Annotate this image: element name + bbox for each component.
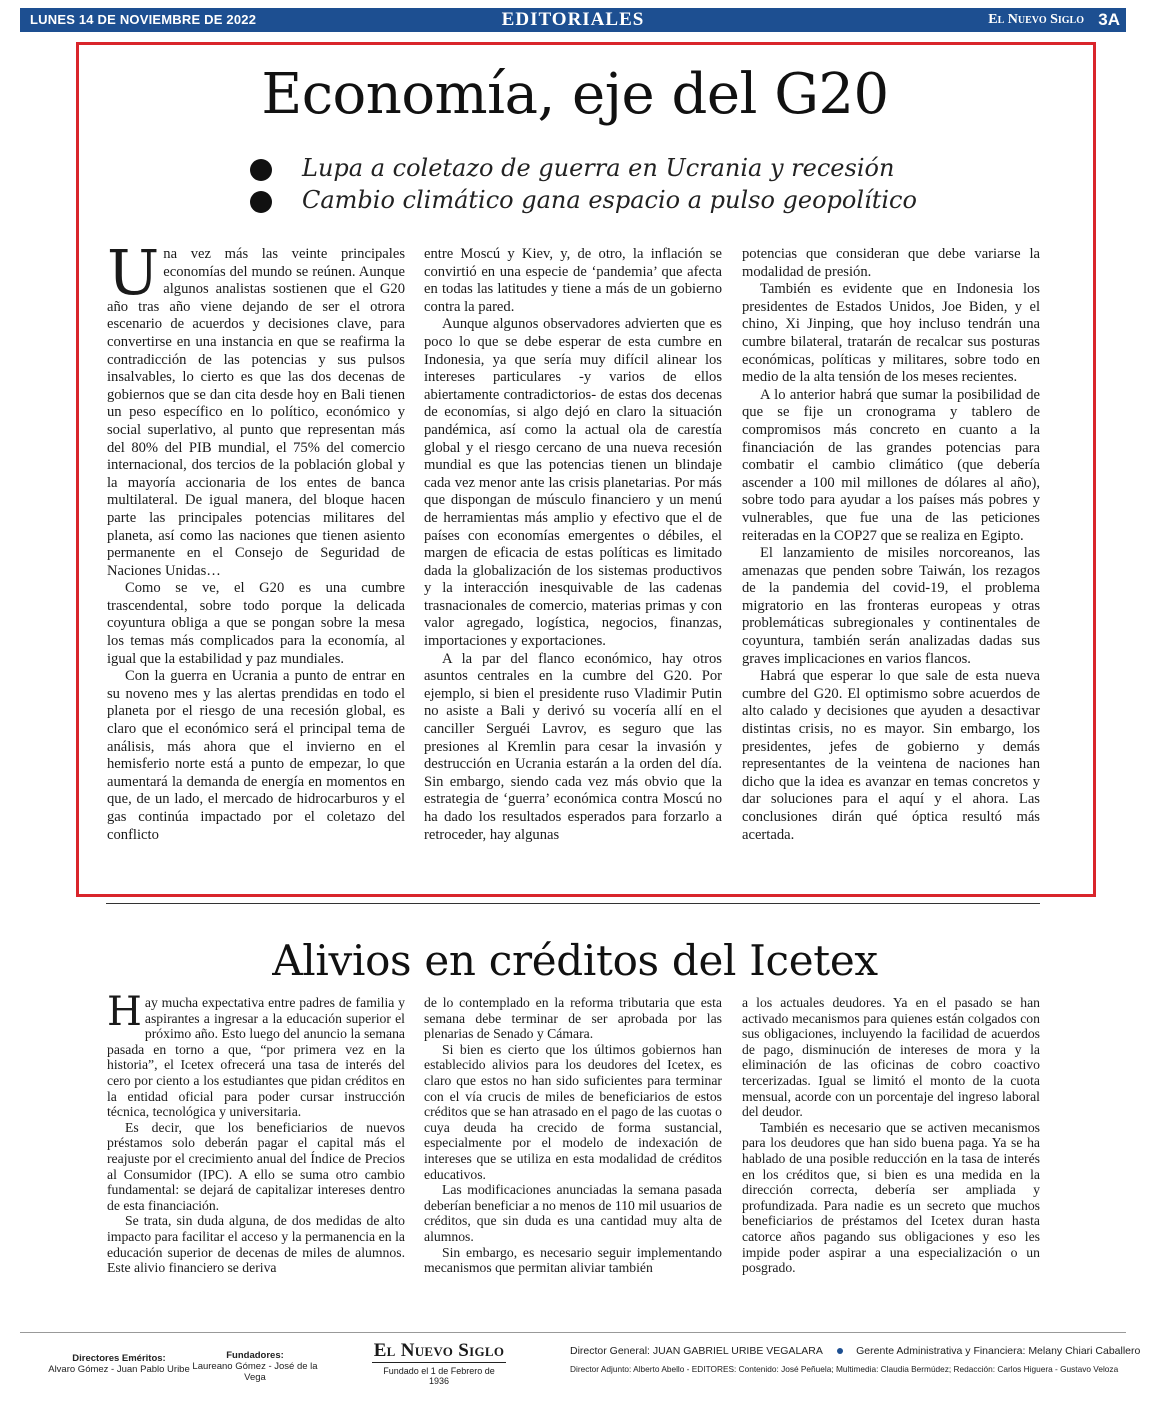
- footer-directors: [570, 1345, 1140, 1357]
- paragraph: Si bien es cierto que los últimos gobiernos han establecido alivios para los deudores del Icetex, es claro que estos no han sido suficientes para terminar con el vía crucis de miles de beneficiarios de estos créditos que se han atrasado en el pago de las cuotas o cuya deuda ha crecido de forma sustancial, especialmente por el modelo de indexación de intereses que se utiliza en esta modalidad de créditos educativos.: [424, 1041, 722, 1182]
- footer-label: Directores Eméritos:: [72, 1353, 166, 1364]
- paragraph: También es necesario que se activen mecanismos para los deudores que han sido buena paga. Ya se ha hablado de una posible reducción en la tasa de interés en los créditos que, si bien es una medida en la dirección correcta, debería ser ampliada y profundizada. Para nadie es un secreto que muchos beneficiarios de préstamos del Icetex duran hasta catorce años pagando sus obligaciones y eso les impide poder aspirar a una especialización o un posgrado.: [742, 1119, 1040, 1276]
- footer-divider: [20, 1332, 1126, 1333]
- footer-founded: Fundado el 1 de Febrero de 1936: [383, 1366, 495, 1386]
- paragraph: Se trata, sin duda alguna, de dos medidas de alto impacto para facilitar el acceso y la permanencia en la educación superior de decenas de miles de alumnos. Este alivio financiero se deriva: [107, 1213, 405, 1276]
- section-divider: [106, 903, 1040, 904]
- editorial-1-column-1: [107, 236, 405, 844]
- paragraph: Es decir, que los beneficiarios de nuevos préstamos solo deberán pagar el capital más el reajuste por el crecimiento anual del Índice de Precios al Consumidor (IPC). A ello se suma otro cambio fundamental: se dejará de capitalizar intereses dentro de esta financiación.: [107, 1119, 405, 1213]
- editorial-1-subheads: [250, 154, 950, 218]
- issue-date: LUNES 14 DE NOVIEMBRE DE 2022: [30, 12, 257, 27]
- editorial-1-column-2: [424, 246, 722, 844]
- paragraph: entre Moscú y Kiev, y, de otro, la inflación se convirtió en una especie de ‘pandemia’ que afecta en todas las latitudes y tiene a más de un gobierno contra la pared.: [424, 246, 722, 315]
- bullet-icon: [250, 159, 272, 181]
- footer-label: Fundadores:: [226, 1350, 284, 1361]
- bullet-icon: [250, 191, 272, 213]
- footer-staff-line: Director Adjunto: Alberto Abello - EDITORES: Contenido: José Peñuela; Multimedia: Claudia Bermúdez; Redacción: Carlos Higuera - Gustavo Veloza: [570, 1364, 1119, 1374]
- paragraph: Aunque algunos observadores advierten que es poco lo que se debe esperar de esta cumbre en Indonesia, ya que sería muy difícil alinear los intereses particulares -y varios de ellos abiertamente contradictorios- de estas dos decenas de economías, si algo dejó en claro la situación pandémica, así como la actual ola de carestía global y el riesgo cercano de una nueva recesión mundial es que las potencias tienen un blindaje cada vez menor ante las crisis planetarias. Por más que dispongan de músculo financiero y un menú de herramientas más amplio y efectivo que el de países con economías emergentes o débiles, el margen de eficacia de estas políticas es limitado dada la globalización de los sistemas productivos y la interacción inesquivable de las cadenas trasnacionales de comercio, materias primas y con valor agregado, logística, negocios, finanzas, importaciones y exportaciones.: [424, 316, 722, 650]
- footer-label: Gerente Administrativa y Financiera:: [856, 1345, 1026, 1357]
- paragraph: También es evidente que en Indonesia los presidentes de Estados Unidos, Joe Biden, y el chino, Xi Jinping, que hoy incluso tendrán una cumbre bilateral, tratarán de recalcar sus posturas económicas, políticas y militares, sobre todo en medio de la alta tensión de los meses recientes.: [742, 281, 1040, 386]
- paragraph: Sin embargo, es necesario seguir implementando mecanismos que permitan aliviar también: [424, 1244, 722, 1276]
- section-title: EDITORIALES: [501, 9, 645, 30]
- page-header-bar: [20, 8, 1126, 32]
- editorial-1-title: Economía, eje del G20: [261, 62, 889, 127]
- gerente-name: Melany Chiari Caballero: [1028, 1345, 1141, 1357]
- footer-logo-name: El Nuevo Siglo: [373, 1340, 505, 1361]
- footer-emeritus: [44, 1353, 194, 1375]
- masthead-brand: El Nuevo Siglo: [988, 12, 1084, 27]
- editorial-2-column-3: [742, 995, 1040, 1276]
- footer-logo: [372, 1340, 506, 1386]
- paragraph: Hay mucha expectativa entre padres de familia y aspirantes a ingresar a la educación superior el próximo año. Esto luego del anuncio la semana pasada en torno a que, “por primera vez en la historia”, el Icetex ofrecerá una tasa de interés del cero por ciento a los estudiantes que pidan créditos en la entidad oficial para poder cursar instrucción técnica, tecnológica y universitaria.: [107, 989, 405, 1120]
- paragraph: Como se ve, el G20 es una cumbre trascendental, sobre todo porque la delicada coyuntura obliga a que se pongan sobre la mesa los temas más complicados para la economía, al igual que la estabilidad y paz mundiales.: [107, 580, 405, 667]
- paragraph: El lanzamiento de misiles norcoreanos, las amenazas que penden sobre Taiwán, los rezagos de la pandemia del covid-19, el problema migratorio en las fronteras europeas y otras problemáticas subregionales y continentales de coyuntura, también serán analizadas dadas sus graves implicaciones en varios flancos.: [742, 545, 1040, 667]
- paragraph: a los actuales deudores. Ya en el pasado se han activado mecanismos para quienes están colgados con sus obligaciones, incluyendo la facilidad de acuerdos de pago, disminución de intereses de mora y la eliminación de las oficinas de cobro coactivo tercerizadas. Igual se limitó el monto de la cuota mensual, acorde con un porcentaje del ingreso laboral del deudor.: [742, 995, 1040, 1120]
- editorial-2-column-1: [107, 989, 405, 1276]
- page-number: 3A: [1098, 10, 1120, 29]
- editorial-2-column-2: [424, 995, 722, 1276]
- editorial-2-title: Alivios en créditos del Icetex: [272, 936, 878, 985]
- paragraph: Una vez más las veinte principales economías del mundo se reúnen. Aunque algunos analistas sostienen que el G20 año tras año viene dejando de ser el otrora escenario de acuerdos y decisiones clave, para convertirse en una instancia en que se reafirma la contradicción de las potencias y sus pulsos insalvables, lo cierto es que las dos decenas de gobiernos que se dan cita desde hoy en Bali tienen un peso específico en lo político, económico y social superlativo, al punto que representan más del 80% del PIB mundial, el 75% del comercio internacional, dos tercios de la población global y la mayoría accionaria de los entes de banca multilateral. De igual manera, del bloque hacen parte las principales potencias militares del planeta, así como las naciones que tienen asiento permanente en el Consejo de Seguridad de Naciones Unidas…: [107, 236, 405, 579]
- paragraph: de lo contemplado en la reforma tributaria que esta semana debe terminar de ser aprobada por las plenarias de Senado y Cámara.: [424, 995, 722, 1042]
- separator-dot-icon: [837, 1348, 843, 1354]
- subhead: Cambio climático gana espacio a pulso geopolítico: [250, 186, 950, 218]
- paragraph: potencias que consideran que debe variarse la modalidad de presión.: [742, 246, 1040, 280]
- footer-founders: [190, 1350, 320, 1383]
- editorial-1-column-3: [742, 246, 1040, 844]
- footer-names: Alvaro Gómez - Juan Pablo Uribe: [48, 1364, 190, 1375]
- paragraph: Las modificaciones anunciadas la semana pasada deberían beneficiar a no menos de 110 mil usuarios de créditos, que sin duda es una cantidad muy alta de alumnos.: [424, 1182, 722, 1244]
- paragraph: Con la guerra en Ucrania a punto de entrar en su noveno mes y las alertas prendidas en todo el planeta por el riesgo de una recesión global, es claro que el económico será el principal tema de análisis, más ahora que el invierno en el hemisferio norte está a punto de empezar, lo que aumentará la demanda de energía en momentos en que, de un lado, el mercado de hidrocarburos y el gas continúa impactado por el coletazo del conflicto: [107, 668, 405, 843]
- footer-label: Director General:: [570, 1345, 650, 1357]
- footer-names: Laureano Gómez - José de la Vega: [192, 1361, 318, 1383]
- subhead: Lupa a coletazo de guerra en Ucrania y recesión: [250, 154, 950, 186]
- drop-cap: U: [107, 236, 160, 309]
- paragraph: Habrá que esperar lo que sale de esta nueva cumbre del G20. El optimismo sobre acuerdos de alto calado y decisiones que ayuden a desactivar distintas crisis, no es mayor. Sin embargo, los presidentes, jefes de gobierno y demás representantes de la veintena de naciones han dicho que la idea es avanzar en temas concretos y dar soluciones para el aquí y el ahora. Las conclusiones dirán qué óptica resultó más acertada.: [742, 668, 1040, 843]
- paragraph: A lo anterior habrá que sumar la posibilidad de que se fije un cronograma y tablero de compromisos más concreto en cuanto a la financiación de las grandes potencias para combatir el cambio climático (que debería ascender a 100 mil millones de dólares al año), sobre todo para ayudar a los países más pobres y vulnerables, que fue una de las peticiones reiteradas en la COP27 que se realiza en Egipto.: [742, 386, 1040, 544]
- director-general-name: JUAN GABRIEL URIBE VEGALARA: [652, 1345, 823, 1357]
- drop-cap: H: [107, 989, 142, 1035]
- paragraph: A la par del flanco económico, hay otros asuntos centrales en la cumbre del G20. Por ejemplo, si bien el presidente ruso Vladimir Putin no asiste a Bali y derivó su vocería allí en el canciller Serguéi Lavrov, es seguro que las presiones al Kremlin para cesar la invasión y destrucción en Ucrania estarán a la orden del día. Sin embargo, siendo cada vez más obvio que la estrategia de ‘guerra’ económica contra Moscú no ha dado los resultados esperados para forzarlo a retroceder, hay algunas: [424, 650, 722, 843]
